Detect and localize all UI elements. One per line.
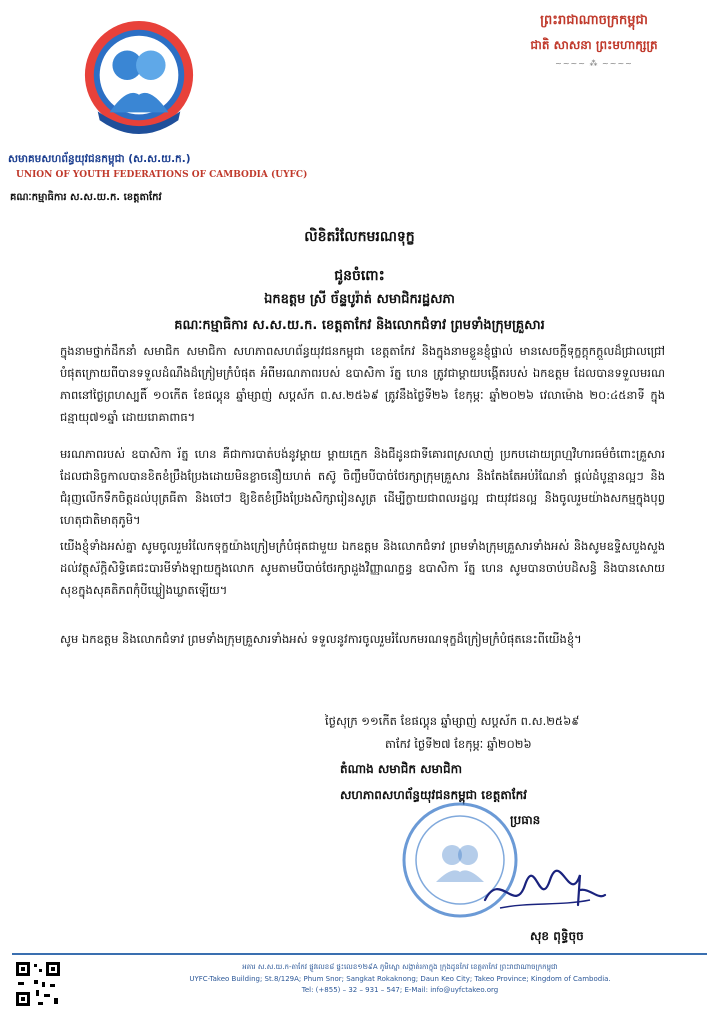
kingdom-header (489, 12, 699, 68)
paragraph-4: សូម ឯកឧត្តម និងលោកជំទាវ ព្រមទាំងក្រុមគ្រួសារទាំងអស់ ទទួលនូវការចូលរួមរំលែកមរណទុក្ខដ៏ក្រៀមក្រំបំផុតនេះពីយើងខ្ញុំ។ (60, 632, 582, 646)
paragraph-1: ក្នុងនាមថ្នាក់ដឹកនាំ សមាជិក សមាជិកា សហភាពសហព័ន្ធយុវជនកម្ពុជា ខេត្តតាកែវ និងក្នុងនាមខ្លួនខ្ញុំផ្ទាល់ មានសេចក្តីទុក្ខក្តុកក្តួលដ៏ជ្រាលជ្រៅបំផុតក្រោយពីបានទទួលដំណឹងដ៏ក្រៀមក្រំបំផុត អំពីមរណភាពរបស់ ឧបាសិកា រ័ត្ន ហេន ត្រូវជាម្តាយបង្កើតរបស់ ឯកឧត្តម ដែលបានទទួលមរណភាពនៅថ្ងៃព្រហស្បតិ៍ ១០កើត ខែផល្គុន ឆ្នាំម្សាញ់ សប្តស័ក ព.ស.២៥៦៩ ត្រូវនឹងថ្ងៃទី២៦ ខែកុម្ភៈ ឆ្នាំ២០២៦ វេលាម៉ោង ២០:៤៥នាទី ក្នុងជន្មាយុ៧១ឆ្នាំ ដោយរោគាពាធ។ (60, 344, 665, 424)
committee-name: គណៈកម្មាធិការ ស.ស.យ.ក. ខេត្តតាកែវ (10, 192, 162, 203)
qr-code (14, 960, 62, 1008)
recipient-name: ឯកឧត្តម ស្រី ច័ន្ទបូរ៉ាត់ សមាជិករដ្ឋសភា (264, 292, 455, 307)
recipient-subtitle: គណៈកម្មាធិការ ស.ស.យ.ក. ខេត្តតាកែវ និងលោកជំទាវ ព្រមទាំងក្រុមគ្រួសារ (174, 318, 545, 333)
footer-address-english: UYFC-Takeo Building; St.8/129A; Phum Snor; Sangkat Rokaknong; Daun Keo City; Takeo Province; Kingdom of Cambodia. (189, 974, 611, 983)
org-name-khmer: សមាគមសហព័ន្ធយុវជនកម្ពុជា (ស.ស.យ.ក.) (8, 153, 191, 165)
paragraph-3: យើងខ្ញុំទាំងអស់គ្នា សូមចូលរួមរំលែកទុក្ខយ៉ាងក្រៀមក្រំបំផុតជាមួយ ឯកឧត្តម និងលោកជំទាវ ព្រមទាំងក្រុមគ្រួសារទាំងអស់ និងសូមឧទ្ទិសបួងសួងដល់វត្ថុស័ក្តិសិទ្ធិគេជះបារមីទាំងឡាយក្នុងលោក សូមតាមបីបាច់ថែរក្សាដួងវិញ្ញាណក្ខន្ធ ឧបាសិកា រ័ត្ន ហេន សូមបានចាប់បដិសន្ធិ និងបានសោយសុខក្នុងសុគតិភពកុំបីឃ្លៀងឃ្លាតឡើយ។ (60, 539, 665, 597)
org-name-english: UNION OF YOUTH FEDERATIONS OF CAMBODIA (UYFC) (16, 170, 308, 180)
date-lunar: ថ្ងៃសុក្រ ១១កើត ខែផល្គុន ឆ្នាំម្សាញ់ សប្តស័ក ព.ស.២៥៦៩ (325, 714, 580, 728)
letter-title: លិខិតរំលែកមរណទុក្ខ (304, 229, 415, 245)
kingdom-title: ព្រះរាជាណាចក្រកម្ពុជា (540, 13, 648, 28)
footer-divider (12, 953, 707, 955)
uyfc-logo (80, 18, 198, 136)
footer-address-khmer: អគារ ស.ស.យ.ក-តាកែវ ផ្លូវលេខ៨ ផ្ទះលេខ១២៩A ភូមិស្នោ សង្កាត់រកាក្នុង ក្រុងដូនកែវ ខេត្តតាកែវ ព្រះរាជាណាចក្រកម្ពុជា (242, 963, 558, 971)
national-motto: ជាតិ សាសនា ព្រះមហាក្សត្រ (530, 38, 658, 52)
signing-org: សហភាពសហព័ន្ធយុវជនកម្ពុជា ខេត្តតាកែវ (340, 788, 527, 802)
ornament-divider: ~~~~ ⁂ ~~~~ (555, 59, 633, 68)
on-behalf-line: តំណាង សមាជិក សមាជិកា (340, 762, 463, 776)
paragraph-2: មរណភាពរបស់ ឧបាសិកា រ័ត្ន ហេន គឺជាការបាត់បង់នូវម្តាយ ម្តាយក្មេក និងជីដូនជាទីគោរពស្រលាញ់ ប្រកបដោយព្រហ្មវិហារធម៌ចំពោះគ្រួសារ ដែលជានិច្ចកាលបានខិតខំប្រឹងប្រែងដោយមិនខ្លាចនឿយហត់ តស៊ូ ចិញ្ចឹមបីបាច់ថែរក្សាក្រុមគ្រួសារ និងតែងតែអប់រំណែនាំ ផ្តល់ដំបូន្មានល្អៗ និងជំរុញលើកទឹកចិត្តដល់បុត្រធីតា និងចៅៗ ឱ្យខិតខំប្រឹងប្រែងសិក្សារៀនសូត្រ ដើម្បីក្លាយជាពលរដ្ឋល្អ ជាយុវជនល្អ និងចូលរួមយ៉ាងសកម្មក្នុងបុព្វហេតុជាតិមាតុភូមិ។ (60, 447, 665, 527)
handwritten-signature (480, 860, 610, 920)
signer-role: ប្រធាន (510, 813, 541, 827)
footer-address (90, 962, 710, 997)
signer-name: សុខ ពុទ្ធិចុច (530, 929, 584, 943)
salutation: ជូនចំពោះ (334, 268, 385, 284)
date-solar: តាកែវ ថ្ងៃទី២៧ ខែកុម្ភៈ ឆ្នាំ២០២៦ (385, 737, 532, 751)
footer-contact: Tel: (+855) – 32 – 931 – 547; E-Mail: info@uyfctakeo.org (301, 986, 499, 994)
